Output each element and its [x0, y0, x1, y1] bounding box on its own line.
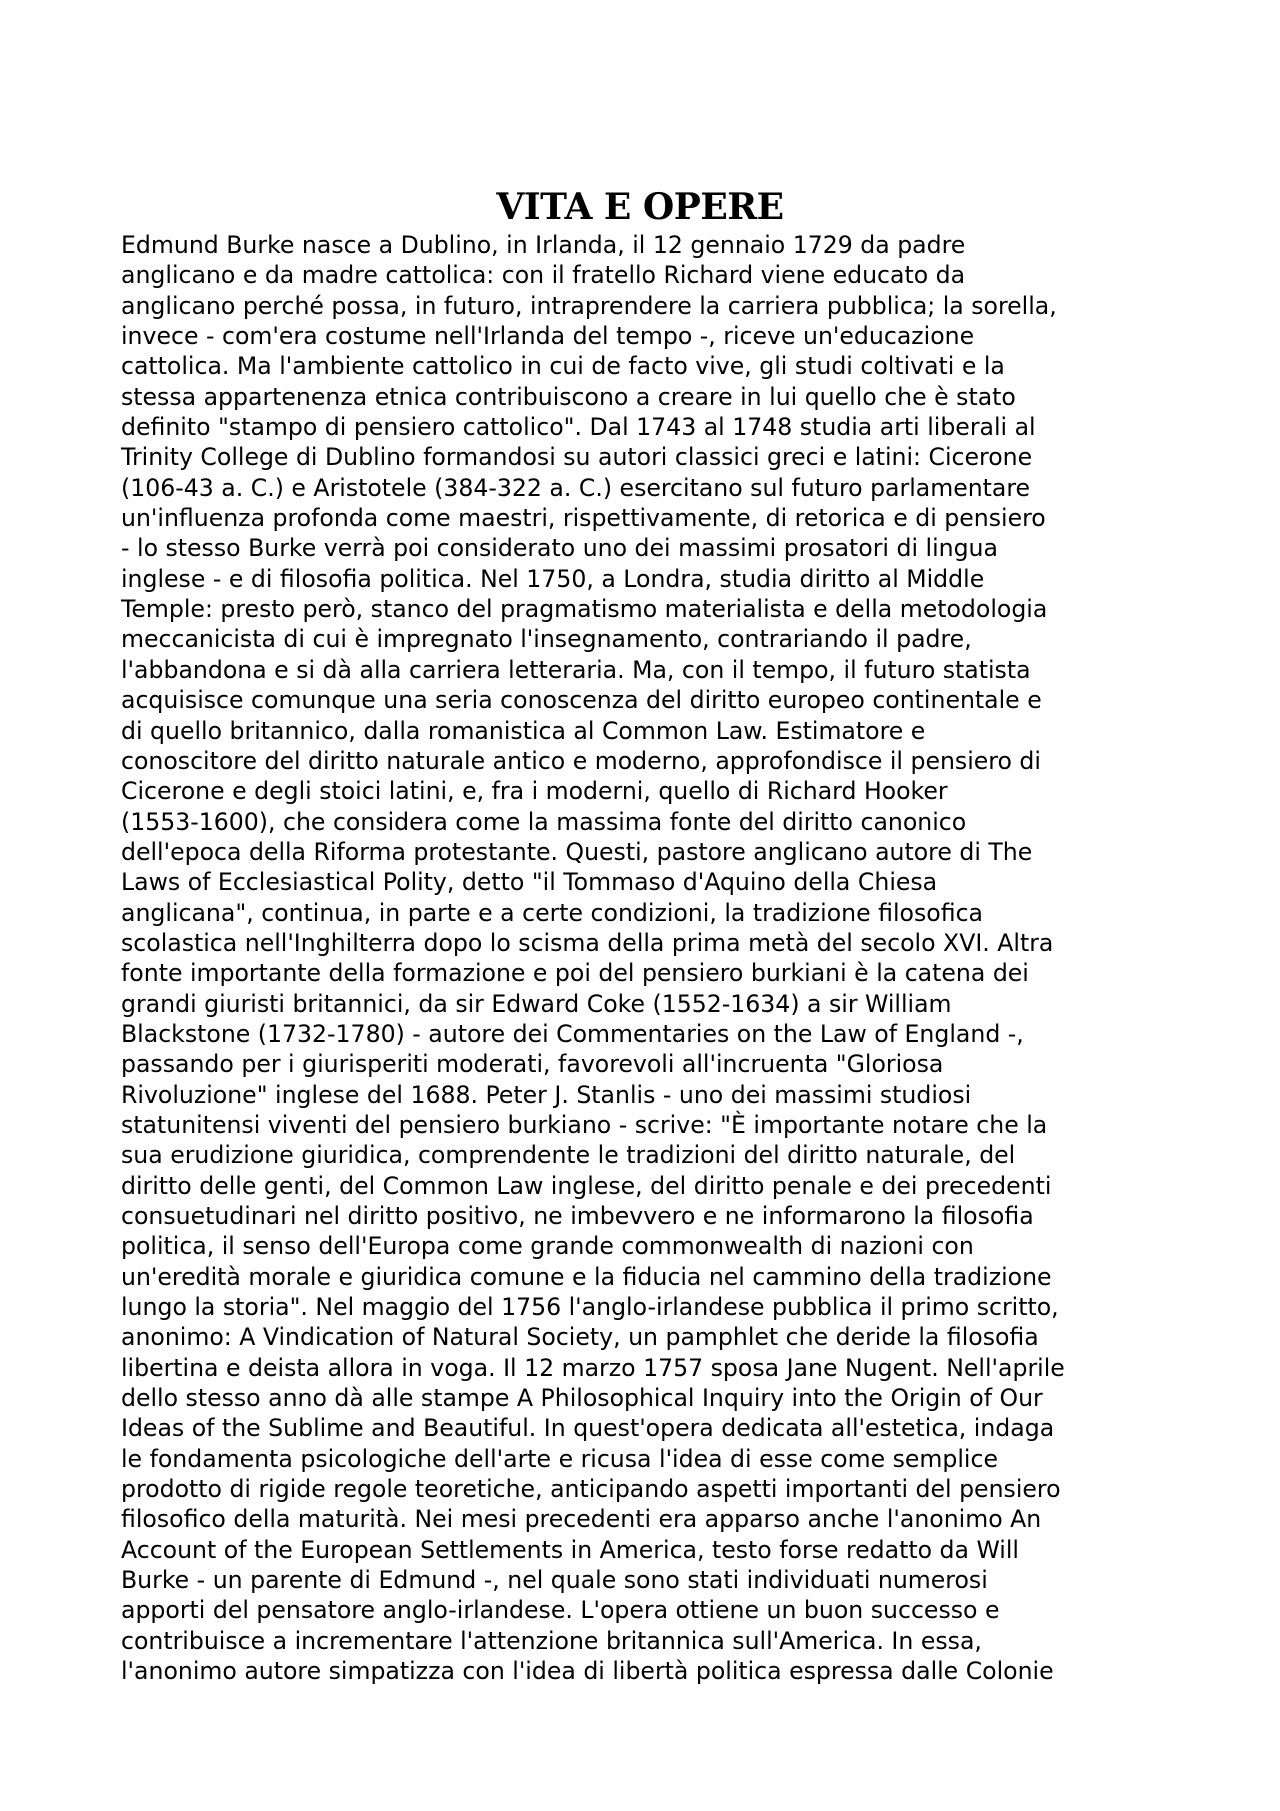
- text-line: Burke - un parente di Edmund -, nel quale sono stati individuati numerosi: [121, 1566, 988, 1595]
- text-line: prodotto di rigide regole teoretiche, anticipando aspetti importanti del pensiero: [121, 1475, 1061, 1504]
- text-line: consuetudinari nel diritto positivo, ne imbevvero e ne informarono la filosofia: [121, 1202, 1034, 1230]
- text-line: contribuisce a incrementare l'attenzione britannica sull'America. In essa,: [121, 1626, 982, 1655]
- text-line: conoscitore del diritto naturale antico e moderno, approfondisce il pensiero di: [121, 746, 1041, 775]
- text-line: grandi giuristi britannici, da sir Edward Coke (1552-1634) a sir William: [121, 989, 952, 1018]
- body-text: [121, 230, 1065, 1687]
- text-line: Ideas of the Sublime and Beautiful. In quest'opera dedicata all'estetica, indaga: [121, 1414, 1055, 1443]
- text-line: apporti del pensatore anglo-irlandese. L'opera ottiene un buon successo e: [121, 1596, 1000, 1625]
- text-line: dello stesso anno dà alle stampe A Philosophical Inquiry into the Origin of Our: [121, 1384, 1043, 1413]
- text-line: un'eredità morale e giuridica comune e la fiducia nel cammino della tradizione: [121, 1262, 1052, 1291]
- text-line: l'abbandona e si dà alla carriera letteraria. Ma, con il tempo, il futuro statista: [121, 655, 1031, 684]
- text-line: dell'epoca della Riforma protestante. Questi, pastore anglicano autore di The: [121, 837, 1033, 866]
- text-line: di quello britannico, dalla romanistica al Common Law. Estimatore e: [121, 716, 926, 745]
- text-line: meccanicista di cui è impregnato l'insegnamento, contrariando il padre,: [121, 625, 972, 654]
- text-line: le fondamenta psicologiche dell'arte e ricusa l'idea di esse come semplice: [121, 1444, 998, 1473]
- text-line: inglese - e di filosofia politica. Nel 1750, a Londra, studia diritto al Middle: [121, 564, 985, 593]
- text-line: sua erudizione giuridica, comprendente le tradizioni del diritto naturale, del: [121, 1141, 1016, 1170]
- text-line: invece - com'era costume nell'Irlanda del tempo -, riceve un'educazione: [121, 322, 975, 351]
- text-line: lungo la storia". Nel maggio del 1756 l'anglo-irlandese pubblica il primo scritto,: [121, 1293, 1059, 1322]
- text-line: passando per i giurisperiti moderati, favorevoli all'incruenta "Gloriosa: [121, 1050, 944, 1079]
- text-line: acquisisce comunque una seria conoscenza del diritto europeo continentale e: [121, 686, 1042, 715]
- text-line: anonimo: A Vindication of Natural Society, un pamphlet che deride la filosofia: [121, 1323, 1039, 1352]
- text-line: Edmund Burke nasce a Dublino, in Irlanda, il 12 gennaio 1729 da padre: [121, 231, 966, 259]
- text-line: cattolica. Ma l'ambiente cattolico in cui de facto vive, gli studi coltivati e la: [121, 352, 1005, 381]
- text-line: (1553-1600), che considera come la massima fonte del diritto canonico: [121, 807, 967, 836]
- text-line: - lo stesso Burke verrà poi considerato uno dei massimi prosatori di lingua: [121, 534, 998, 563]
- text-line: politica, il senso dell'Europa come grande commonwealth di nazioni con: [121, 1232, 974, 1261]
- text-line: anglicano e da madre cattolica: con il fratello Richard viene educato da: [121, 261, 966, 290]
- text-line: diritto delle genti, del Common Law inglese, del diritto penale e dei precedenti: [121, 1171, 1052, 1200]
- text-line: anglicana", continua, in parte e a certe condizioni, la tradizione filosofica: [121, 898, 984, 927]
- text-line: Blackstone (1732-1780) - autore dei Commentaries on the Law of England -,: [121, 1019, 1024, 1048]
- text-line: Rivoluzione" inglese del 1688. Peter J. Stanlis - uno dei massimi studiosi: [121, 1080, 972, 1109]
- text-line: anglicano perché possa, in futuro, intraprendere la carriera pubblica; la sorella,: [121, 291, 1057, 320]
- text-line: Temple: presto però, stanco del pragmatismo materialista e della metodologia: [121, 595, 1048, 624]
- text-line: libertina e deista allora in voga. Il 12 marzo 1757 sposa Jane Nugent. Nell'aprile: [121, 1353, 1065, 1382]
- text-line: Trinity College di Dublino formandosi su autori classici greci e latini: Cicerone: [121, 443, 1033, 472]
- text-line: statunitensi viventi del pensiero burkiano - scrive: "È importante notare che la: [121, 1110, 1048, 1139]
- text-line: stessa appartenenza etnica contribuiscono a creare in lui quello che è stato: [121, 382, 1016, 411]
- text-line: Laws of Ecclesiastical Polity, detto "il Tommaso d'Aquino della Chiesa: [121, 868, 938, 897]
- text-line: l'anonimo autore simpatizza con l'idea di libertà politica espressa dalle Colonie: [121, 1657, 1054, 1686]
- page-title: VITA E OPERE: [496, 186, 784, 228]
- text-line: fonte importante della formazione e poi del pensiero burkiani è la catena dei: [121, 959, 1029, 988]
- text-line: filosofico della maturità. Nei mesi precedenti era apparso anche l'anonimo An: [121, 1505, 1042, 1534]
- text-line: definito "stampo di pensiero cattolico". Dal 1743 al 1748 studia arti liberali al: [121, 413, 1036, 442]
- text-line: Account of the European Settlements in America, testo forse redatto da Will: [121, 1535, 1019, 1564]
- text-line: un'influenza profonda come maestri, rispettivamente, di retorica e di pensiero: [121, 504, 1046, 533]
- text-line: scolastica nell'Inghilterra dopo lo scisma della prima metà del secolo XVI. Altra: [121, 928, 1054, 957]
- text-line: (106-43 a. C.) e Aristotele (384-322 a. C.) esercitano sul futuro parlamentare: [121, 473, 1031, 502]
- text-line: Cicerone e degli stoici latini, e, fra i moderni, quello di Richard Hooker: [121, 777, 948, 806]
